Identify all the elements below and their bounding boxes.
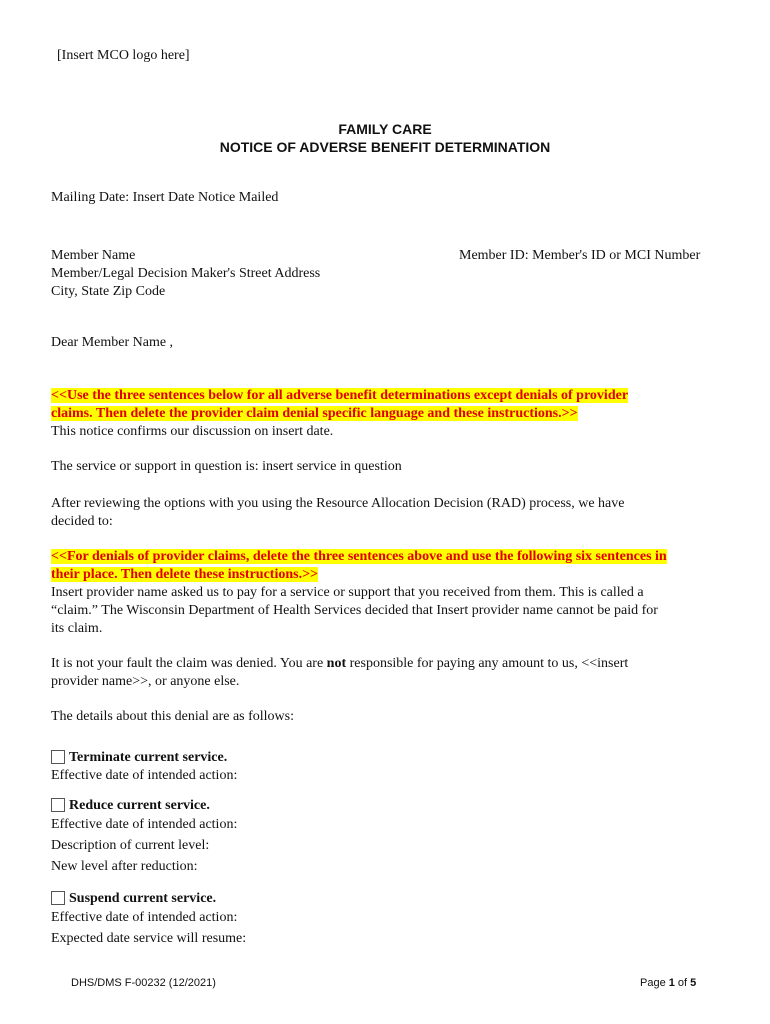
- suspend-label: Suspend current service.: [69, 891, 217, 906]
- member-street: Member/Legal Decision Maker's Street Address: [51, 266, 321, 281]
- reduce-label: Reduce current service.: [69, 798, 210, 813]
- fault-text-pre: It is not your fault the claim was denied. You are: [51, 656, 327, 671]
- terminate-effective: Effective date of intended action:: [51, 768, 238, 783]
- instruction-block-2: [51, 548, 667, 638]
- suspend-checkbox[interactable]: [51, 891, 65, 905]
- review-text: [51, 495, 624, 531]
- confirm-text: This notice confirms our discussion on insert date.: [51, 424, 334, 439]
- instruction-block-1: [51, 387, 628, 441]
- reduce-current-level: Description of current level:: [51, 838, 210, 853]
- page-number: Page 1 of 5: [640, 977, 697, 989]
- instruction-2-line-2: their place. Then delete these instructions.>>: [51, 567, 319, 582]
- logo-placeholder: [Insert MCO logo here]: [57, 48, 190, 63]
- member-name: Member Name: [51, 248, 136, 263]
- service-text: The service or support in question is: insert service in question: [51, 459, 402, 474]
- review-text-line-2: decided to:: [51, 514, 113, 529]
- reduce-option: [51, 798, 237, 875]
- suspend-option: [51, 891, 246, 947]
- member-city: City, State Zip Code: [51, 284, 166, 299]
- fault-text-post: responsible for paying any amount to us, <<insert: [346, 656, 629, 671]
- reduce-checkbox[interactable]: [51, 798, 65, 812]
- salutation: Dear Member Name ,: [51, 335, 174, 350]
- instruction-1-line-1: <<Use the three sentences below for all adverse benefit determinations except denials of provider: [51, 388, 629, 403]
- instruction-2-line-1: <<For denials of provider claims, delete the three sentences above and use the following six sentences in: [51, 549, 667, 564]
- claim-text-line-1: Insert provider name asked us to pay for a service or support that you received from them. This is called a: [51, 585, 644, 600]
- terminate-option: [51, 750, 237, 784]
- suspend-effective: Effective date of intended action:: [51, 910, 238, 925]
- claim-text-line-2: “claim.” The Wisconsin Department of Health Services decided that Insert provider name cannot be paid for: [51, 603, 658, 618]
- reduce-effective: Effective date of intended action:: [51, 817, 238, 832]
- document-subtitle: NOTICE OF ADVERSE BENEFIT DETERMINATION: [219, 139, 551, 155]
- fault-text-bold: not: [326, 656, 347, 671]
- mailing-date: Mailing Date: Insert Date Notice Mailed: [51, 190, 279, 205]
- claim-text-line-3: its claim.: [51, 621, 103, 636]
- reduce-new-level: New level after reduction:: [51, 859, 198, 874]
- fault-text: [51, 655, 628, 691]
- details-text: The details about this denial are as follows:: [51, 709, 294, 724]
- address-block: [51, 247, 320, 301]
- document-title: FAMILY CARE: [338, 121, 432, 137]
- form-id: DHS/DMS F-00232 (12/2021): [71, 977, 216, 989]
- terminate-checkbox[interactable]: [51, 750, 65, 764]
- fault-text-line-2: provider name>>, or anyone else.: [51, 674, 240, 689]
- terminate-label: Terminate current service.: [69, 750, 228, 765]
- review-text-line-1: After reviewing the options with you using the Resource Allocation Decision (RAD) process, we have: [51, 496, 625, 511]
- suspend-resume: Expected date service will resume:: [51, 931, 247, 946]
- member-id: Member ID: Member's ID or MCI Number: [459, 248, 701, 263]
- instruction-1-line-2: claims. Then delete the provider claim denial specific language and these instructions.>>: [51, 406, 578, 421]
